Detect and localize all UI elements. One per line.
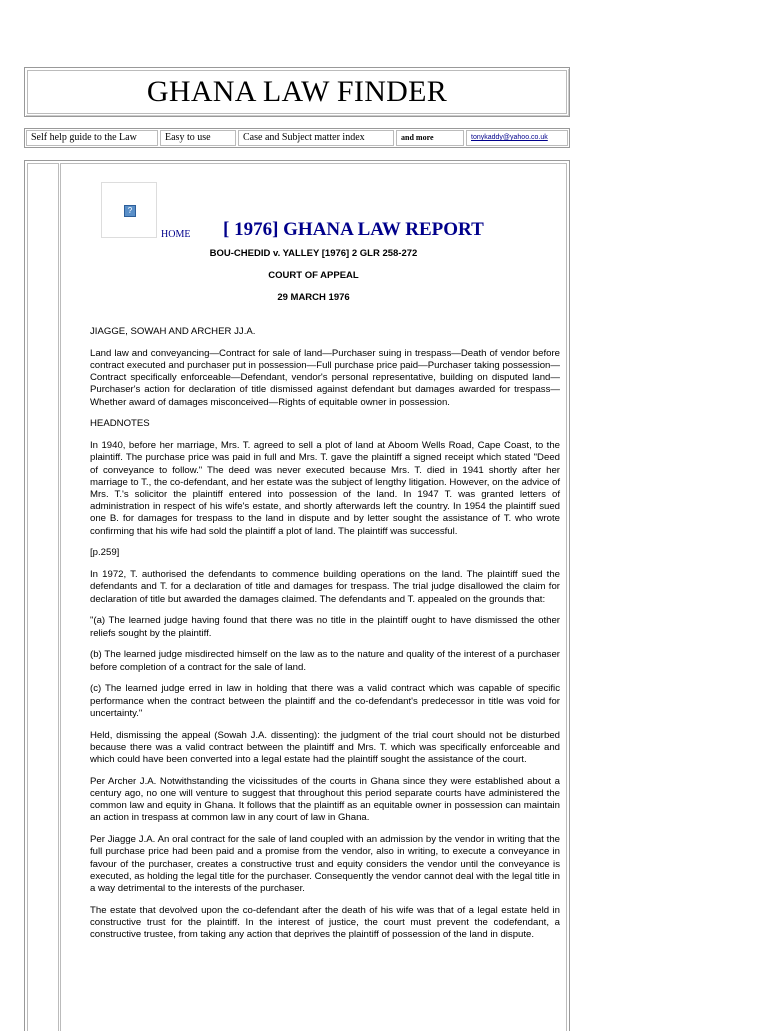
per-jiagge-paragraph: Per Jiagge J.A. An oral contract for the sale of land coupled with an admission by the vendor in writing that the full purchase price had been paid and a promise from the vendor, also in writing, to execute a conveyance in favour of the purchaser, creates a constructive trust and equity considers the vendor until the conveyance is executed, as holding the legal title for the purchaser. Consequently the vendor cannot deal with the legal title in a way detrimental to the interests of the purchaser. xyxy=(90,834,560,895)
ground-c: (c) The learned judge erred in law in holding that there was a valid contract which was capable of specific performance when the contract between the plaintiff and the co-defendant's predecessor in title was void for uncertainty." xyxy=(90,683,560,719)
nav-email-link[interactable]: tonykaddy@yahoo.co.uk xyxy=(466,130,568,146)
nav-item-easy-to-use[interactable]: Easy to use xyxy=(160,130,236,146)
case-title: BOU-CHEDID v. YALLEY [1976] 2 GLR 258-272 xyxy=(209,248,418,259)
site-header xyxy=(24,67,570,117)
facts-paragraph: In 1940, before her marriage, Mrs. T. agreed to sell a plot of land at Aboom Wells Road, Cape Coast, to the plaintiff. The purchase price was paid in full and Mrs. T. gave the plaintiff a signed receipt which stated "Deed of conveyance to follow." The deed was never executed because Mrs. T. died in 1941 shortly after her marriage to T., the co-defendant, and her estate was the subject of lengthy litigation. However, on the advice of Mrs. T.'s solicitor the plaintiff entered into possession of the land. In 1947 T. was granted letters of administration in respect of his wife's estate, and shortly afterwards left the country. In 1954 the plaintiff sued one B. for damages for trespass to the land in dispute and by letter sought the assistance of T. who wrote confirming that his wife had sold the plaintiff a plot of land. The plaintiff was successful. xyxy=(90,440,560,537)
estate-paragraph: The estate that devolved upon the co-defendant after the death of his wife was that of a legal estate held in constructive trust for the plaintiff. In the interest of justice, the court must prevent the codefendant, a constructive trustee, from taking any action that deprives the plaintiff of possession of the land in dispute. xyxy=(90,904,560,941)
site-header-inner xyxy=(27,70,567,114)
content-frame xyxy=(24,160,570,1031)
image-placeholder-icon: ? xyxy=(124,205,136,217)
ground-a: "(a) The learned judge having found that there was no title in the plaintiff ought to have dismissed the other reliefs sought by the plaintiff. xyxy=(90,615,560,639)
catchwords: Land law and conveyancing—Contract for sale of land—Purchaser suing in trespass—Death of vendor before contract executed and purchaser put in possession—Full purchase price paid—Purchaser taking possession—Contract specifically enforceable—Defendant, vendor's personal representative, building on disputed land—Purchaser's action for declaration of title dismissed against defendant but damages awarded for trespass—Whether award of damages misconceived—Rights of equitable owner in possession. xyxy=(90,347,560,408)
nav-bar xyxy=(24,128,570,148)
main-column xyxy=(60,163,567,1031)
home-link[interactable]: HOME xyxy=(161,229,191,240)
per-archer-paragraph: Per Archer J.A. Notwithstanding the vicissitudes of the courts in Ghana since they were established about a century ago, no one will venture to suggest that throughout this period separate courts have administered the common law and equity in Ghana. It follows that the plaintiff as an equitable owner in possession can maintain an action in trespass at common law in any court of law in Ghana. xyxy=(90,775,560,824)
left-column xyxy=(27,163,59,1031)
court-name: COURT OF APPEAL xyxy=(268,270,359,281)
procedure-paragraph: In 1972, T. authorised the defendants to commence building operations on the land. The plaintiff sued the defendants and T. for a declaration of title and damages for trespass. The trial judge disallowed the claim for declaration of title but awarded the damages claimed. The defendants and T. appealed on the grounds that: xyxy=(90,569,560,605)
held-paragraph: Held, dismissing the appeal (Sowah J.A. dissenting): the judgment of the trial court should not be disturbed because there was a valid contract between the plaintiff and Mrs. T. which was specifically enforceable and which could have been converted into a legal estate had the plaintiff sought the assistance of the court. xyxy=(90,729,560,766)
nav-item-and-more[interactable]: and more xyxy=(396,130,464,146)
ground-b: (b) The learned judge misdirected himself on the law as to the nature and quality of the interest of a purchaser before completion of a contract for the sale of land. xyxy=(90,649,560,673)
report-title: [ 1976] GHANA LAW REPORT xyxy=(223,219,484,240)
page-marker: [p.259] xyxy=(90,547,120,559)
judges: JIAGGE, SOWAH AND ARCHER JJ.A. xyxy=(90,326,256,337)
broken-image xyxy=(101,182,157,238)
nav-item-self-help[interactable]: Self help guide to the Law xyxy=(26,130,158,146)
site-title: GHANA LAW FINDER xyxy=(146,75,448,108)
report-body xyxy=(90,326,560,951)
headnotes-heading: HEADNOTES xyxy=(90,418,150,430)
judgment-date: 29 MARCH 1976 xyxy=(277,292,350,303)
nav-item-index[interactable]: Case and Subject matter index xyxy=(238,130,394,146)
